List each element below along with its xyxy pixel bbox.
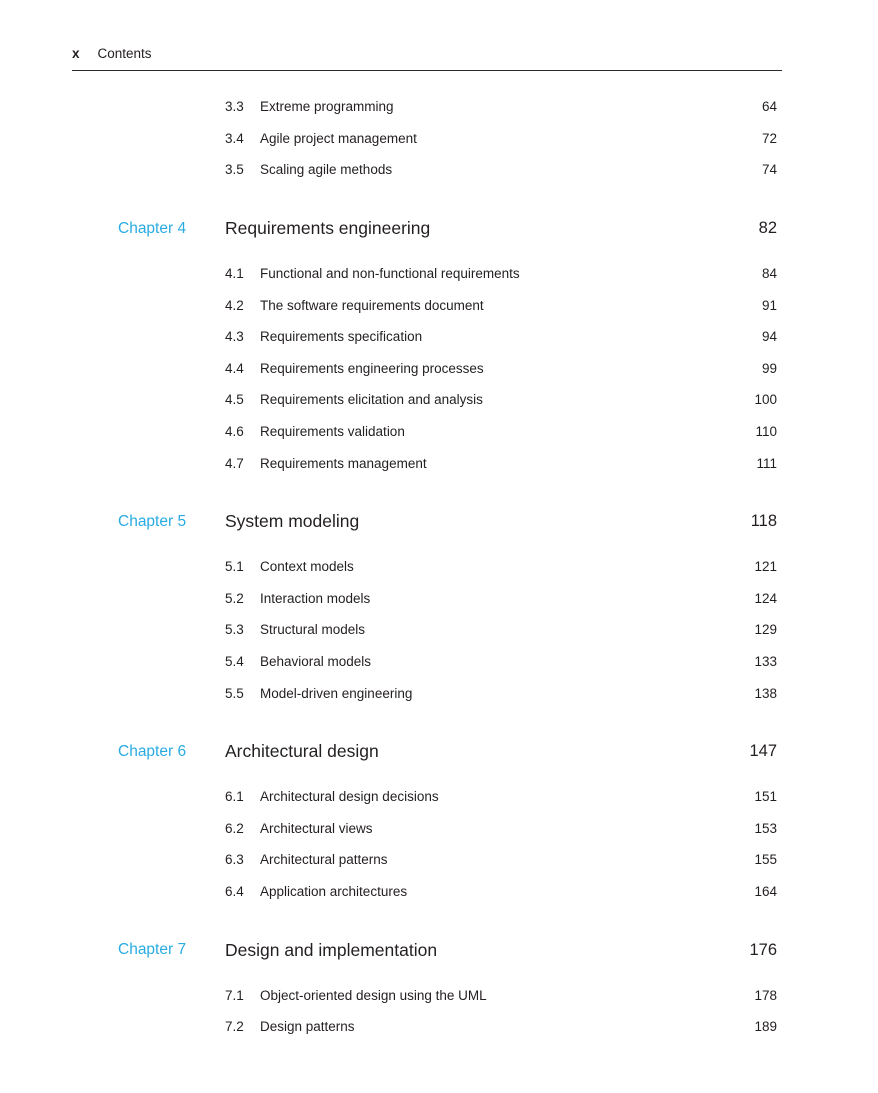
section-title: Architectural design decisions: [260, 789, 439, 805]
section-number: 4.4: [225, 360, 244, 376]
section-title: Requirements elicitation and analysis: [260, 392, 483, 408]
section-page: 64: [761, 99, 777, 115]
chapter-label: Chapter 4: [118, 219, 187, 237]
section-number: 4.1: [225, 266, 244, 282]
section-title: Interaction models: [260, 590, 371, 606]
table-of-contents: [118, 71, 777, 1042]
section-number: 4.6: [225, 424, 244, 440]
section-number: 3.3: [225, 99, 244, 115]
chapter-title: System modeling: [225, 511, 360, 532]
toc-section-row: [225, 781, 777, 813]
chapter-page: 82: [758, 219, 777, 238]
section-page: 84: [761, 266, 777, 282]
toc-section-row: [225, 123, 777, 155]
section-title: Extreme programming: [260, 99, 394, 115]
toc-chapter-row: [118, 931, 777, 969]
section-page: 72: [761, 130, 777, 146]
toc-section-row: [225, 844, 777, 876]
chapter-title: Architectural design: [225, 741, 379, 762]
section-number: 4.5: [225, 392, 244, 408]
section-number: 4.2: [225, 297, 244, 313]
section-title: Requirements management: [260, 455, 427, 471]
toc-section-row: [225, 1011, 777, 1043]
page-number: x: [72, 46, 80, 61]
toc-section-row: [225, 154, 777, 186]
section-title: Context models: [260, 559, 354, 575]
toc-section-row: [225, 416, 777, 448]
section-page: 94: [761, 329, 777, 345]
toc-section-row: [225, 258, 777, 290]
section-title: Architectural patterns: [260, 852, 388, 868]
running-header: [72, 0, 782, 71]
section-title: Requirements validation: [260, 424, 405, 440]
section-title: Application architectures: [260, 883, 408, 899]
section-number: 5.3: [225, 622, 244, 638]
chapter-title: Design and implementation: [225, 939, 438, 960]
section-number: 5.4: [225, 654, 244, 670]
section-page: 74: [761, 162, 777, 178]
section-number: 5.2: [225, 590, 244, 606]
section-page: 91: [761, 297, 777, 313]
chapter-label: Chapter 7: [118, 941, 187, 959]
section-number: 4.3: [225, 329, 244, 345]
section-title: The software requirements document: [260, 297, 484, 313]
toc-section-row: [225, 583, 777, 615]
toc-section-row: [225, 447, 777, 479]
section-number: 5.5: [225, 685, 244, 701]
section-title: Requirements specification: [260, 329, 423, 345]
section-page: 138: [754, 685, 777, 701]
chapter-label: Chapter 5: [118, 512, 187, 530]
section-number: 3.5: [225, 162, 244, 178]
section-number: 4.7: [225, 455, 244, 471]
chapter-title: Requirements engineering: [225, 218, 431, 239]
section-page: 100: [754, 392, 777, 408]
section-number: 6.1: [225, 789, 244, 805]
section-title: Scaling agile methods: [260, 162, 393, 178]
section-page: 110: [755, 424, 777, 440]
section-page: 129: [754, 622, 777, 638]
header-title: Contents: [97, 46, 152, 61]
section-title: Structural models: [260, 622, 366, 638]
section-title: Agile project management: [260, 130, 417, 146]
toc-section-row: [225, 677, 777, 709]
toc-section-row: [225, 321, 777, 353]
section-page: 99: [761, 360, 777, 376]
toc-chapter-row: [118, 210, 777, 248]
section-number: 7.2: [225, 1019, 244, 1035]
section-page: 111: [756, 455, 777, 471]
section-number: 3.4: [225, 130, 244, 146]
toc-section-row: [225, 551, 777, 583]
section-page: 189: [754, 1019, 777, 1035]
section-page: 124: [754, 590, 777, 606]
section-number: 7.1: [225, 987, 244, 1003]
chapter-page: 147: [749, 742, 777, 761]
section-page: 164: [754, 883, 777, 899]
section-page: 153: [754, 820, 777, 836]
chapter-label: Chapter 6: [118, 742, 187, 760]
toc-section-row: [225, 614, 777, 646]
toc-section-row: [225, 646, 777, 678]
toc-chapter-row: [118, 503, 777, 541]
section-title: Functional and non-functional requirements: [260, 266, 520, 282]
section-page: 133: [754, 654, 777, 670]
section-title: Requirements engineering processes: [260, 360, 484, 376]
toc-section-row: [225, 813, 777, 845]
toc-section-row: [225, 384, 777, 416]
section-title: Model-driven engineering: [260, 685, 413, 701]
section-page: 155: [754, 852, 777, 868]
toc-section-row: [225, 979, 777, 1011]
chapter-page: 176: [749, 940, 777, 959]
section-title: Behavioral models: [260, 654, 372, 670]
section-page: 151: [754, 789, 777, 805]
section-title: Architectural views: [260, 820, 373, 836]
toc-section-row: [225, 353, 777, 385]
section-number: 6.3: [225, 852, 244, 868]
section-number: 6.4: [225, 883, 244, 899]
section-title: Object-oriented design using the UML: [260, 987, 487, 1003]
toc-section-row: [225, 876, 777, 908]
section-number: 6.2: [225, 820, 244, 836]
section-number: 5.1: [225, 559, 244, 575]
section-page: 121: [754, 559, 777, 575]
toc-section-row: [225, 289, 777, 321]
toc-section-row: [225, 91, 777, 123]
chapter-page: 118: [750, 512, 777, 531]
toc-chapter-row: [118, 733, 777, 771]
section-page: 178: [754, 987, 777, 1003]
section-title: Design patterns: [260, 1019, 355, 1035]
